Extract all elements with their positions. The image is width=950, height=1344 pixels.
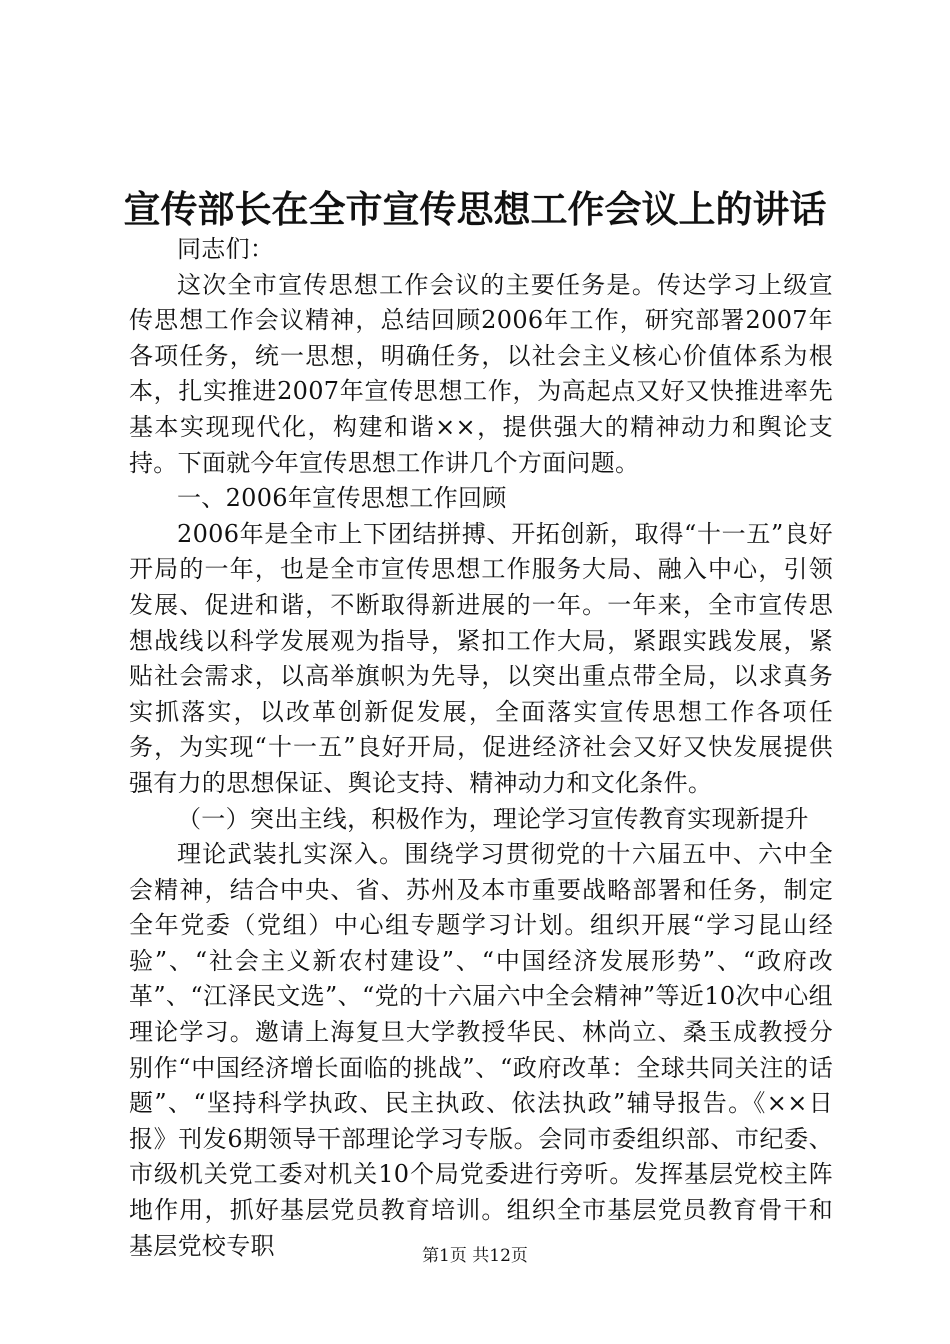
document-body [129,232,833,1264]
review-paragraph: 2006年是全市上下团结拼搏、开拓创新，取得“十一五”良好开局的一年，也是全市宣传思想工作服务大局、融入中心，引领发展、促进和谐，不断取得新进展的一年。一年来，全市宣传思想战线以科学发展观为指导，紧扣工作大局，紧跟实践发展，紧贴社会需求，以高举旗帜为先导，以突出重点带全局，以求真务实抓落实，以改革创新促发展，全面落实宣传思想工作各项任务，为实现“十一五”良好开局，促进经济社会又好又快发展提供强有力的思想保证、舆论支持、精神动力和文化条件。 [129,519,833,797]
theory-paragraph: 理论武装扎实深入。围绕学习贯彻党的十六届五中、六中全会精神，结合中央、省、苏州及本市重要战略部署和任务，制定全年党委（党组）中心组专题学习计划。组织开展“学习昆山经验”、“社会主义新农村建设”、“中国经济发展形势”、“政府改革”、“江泽民文选”、“党的十六届六中全会精神”等近10次中心组理论学习。邀请上海复旦大学教授华民、林尚立、桑玉成教授分别作“中国经济增长面临的挑战”、“政府改革：全球共同关注的话题”、“坚持科学执政、民主执政、依法执政”辅导报告。《××日报》刊发6期领导干部理论学习专版。会同市委组织部、市纪委、市级机关党工委对机关10个局党委进行旁听。发挥基层党校主阵地作用，抓好基层党员教育培训。组织全市基层党员教育骨干和基层党校专职 [129,840,833,1260]
document-title: 宣传部长在全市宣传思想工作会议上的讲话 [123,187,827,231]
page-number-footer: 第1页 共12页 [422,1246,528,1266]
subsection-heading: （一）突出主线，积极作为，理论学习宣传教育实现新提升 [177,804,809,833]
salutation-paragraph: 同志们： [177,235,275,263]
intro-paragraph: 这次全市宣传思想工作会议的主要任务是。传达学习上级宣传思想工作会议精神，总结回顾2006年工作，研究部署2007年各项任务，统一思想，明确任务，以社会主义核心价值体系为根本，扎实推进2007年宣传思想工作，为高起点又好又快推进率先基本实现现代化，构建和谐××，提供强大的精神动力和舆论支持。下面就今年宣传思想工作讲几个方面问题。 [129,270,833,477]
section-heading: 一、2006年宣传思想工作回顾 [177,484,507,513]
